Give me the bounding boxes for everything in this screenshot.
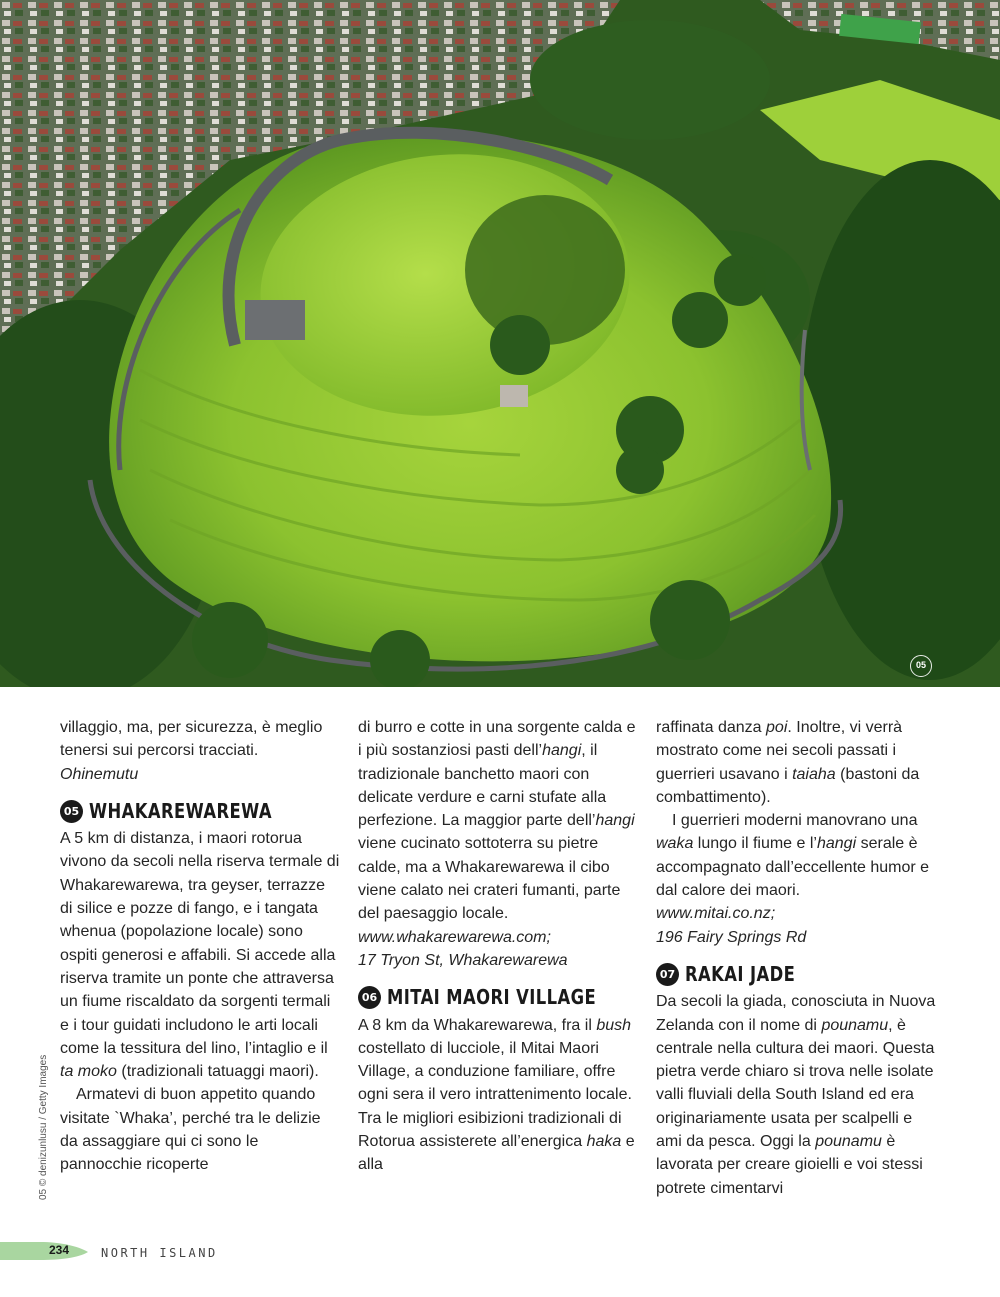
section-number-badge: 06 (358, 986, 381, 1009)
paragraph: A 5 km di distanza, i maori rotorua vivono da secoli nella riserva termale di Whakarewarewa, tra geyser, terrazze di silice e pozze di fango, e i tangata whenua (popolazione locale) sono ospiti generosi e affabili. Si accede alla riserva tramite un ponte che attraversa un fiume riscaldato da sorgenti termali e i tour guidati includono le arti locali come la tessitura del lino, l’intaglio e il ta moko (tradizionali tatuaggi maori). (60, 830, 340, 1081)
section-heading-06 (358, 986, 638, 1009)
place-name: Ohinemutu (60, 765, 139, 783)
paragraph: raffinata danza poi. Inoltre, vi verrà mostrato come nei secoli passati i guerrieri usavano i taiaha (bastoni da combattimento). (656, 719, 920, 806)
section-number-badge: 07 (656, 963, 679, 986)
text-column-1 (60, 716, 340, 1177)
section-heading-07 (656, 963, 936, 986)
text-column-2 (358, 716, 638, 1177)
address-text: 17 Tryon St, Whakarewarewa (358, 951, 568, 969)
website-link[interactable]: www.mitai.co.nz; (656, 905, 776, 923)
paragraph: Armatevi di buon appetito quando visitate `Whaka’, perché tra le delizie da assaggiare qui ci sono le pannocchie ricoperte (60, 1086, 321, 1174)
paragraph: villaggio, ma, per sicurezza, è meglio tenersi sui percorsi tracciati. Ohinemutu (60, 719, 323, 783)
paragraph: di burro e cotte in una sorgente calda e i più sostanziosi pasti dell’hangi, il tradizionale banchetto maori con delicate verdure e carni stufate alla perfezione. La maggior parte dell’hangi viene cucinato sottoterra su pietre calde, ma a Whakarewarewa il cibo viene calato nei crateri fumanti, parte del paesaggio locale. (358, 719, 636, 923)
leaf-icon (0, 1238, 90, 1262)
page-number: 234 (49, 1243, 70, 1257)
paragraph: Da secoli la giada, conosciuta in Nuova Zelanda con il nome di pounamu, è centrale nella cultura dei maori. Questa pietra verde chiaro si trova nelle isolate valli fluviali della South Island ed era originariamente usata per scalpelli e ami da pesca. Oggi la pounamu è lavorata per creare gioielli e voi stessi potrete cimentarvi (656, 993, 936, 1197)
text-column-3 (656, 716, 936, 1200)
website-link[interactable]: www.whakarewarewa.com; (358, 928, 551, 946)
section-title: WHAKAREWAREWA (89, 798, 273, 823)
photo-credit: 05 © denizunlusu / Getty Images (38, 1054, 49, 1200)
paragraph: A 8 km da Whakarewarewa, fra il bush costellato di lucciole, il Mitai Maori Village, a conduzione familiare, offre ogni sera il vero intrattenimento locale. Tra le migliori esibizioni tradizionali di Rotorua assisterete all’energica haka e alla (358, 1016, 635, 1174)
section-title: MITAI MAORI VILLAGE (387, 985, 597, 1010)
section-number-badge: 05 (60, 800, 83, 823)
section-heading-05 (60, 800, 340, 823)
photo-number-badge: 05 (910, 655, 932, 677)
address-text: 196 Fairy Springs Rd (656, 928, 807, 946)
section-name: NORTH ISLAND (101, 1246, 218, 1260)
paragraph: I guerrieri moderni manovrano una waka lungo il fiume e l’hangi serale è accompagnato dall’eccellente humor e dal calore dei maori. (656, 812, 930, 900)
section-title: RAKAI JADE (685, 961, 796, 986)
